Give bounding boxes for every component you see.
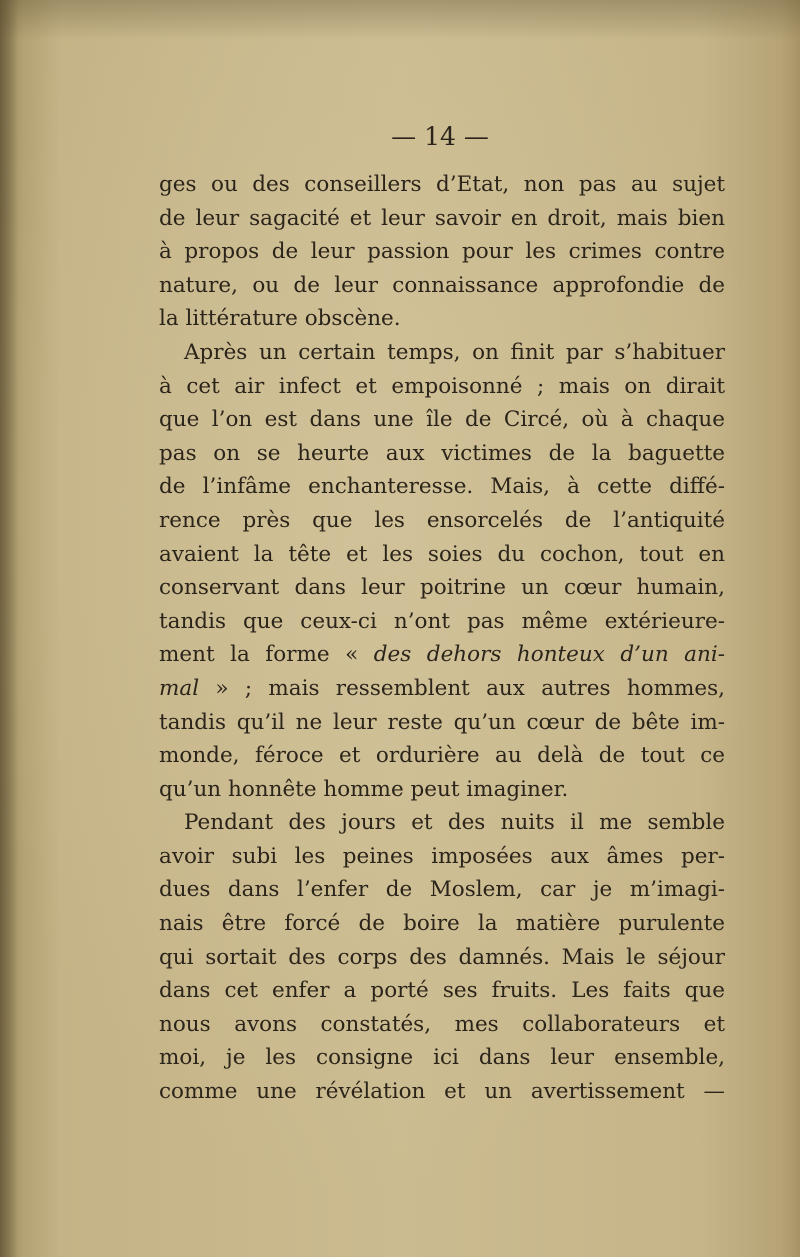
text-line: rence près que les ensorcelés de l’antiquité (159, 507, 725, 533)
text-line: conservant dans leur poitrine un cœur humain, (159, 575, 725, 601)
text-line: de leur sagacité et leur savoir en droit, mais bien (159, 205, 725, 231)
text-line: moi, je les consigne ici dans leur ensemble, (159, 1045, 725, 1071)
italic-quote: des dehors honteux d’un ani- (373, 642, 725, 668)
text-line (159, 672, 725, 706)
text-line: nous avons constatés, mes collaborateurs et (159, 1011, 725, 1037)
text-line: ges ou des conseillers d’Etat, non pas au sujet (159, 172, 725, 197)
body-text (159, 168, 725, 1109)
text-line: Après un certain temps, on finit par s’habituer (184, 339, 725, 365)
text-line: monde, féroce et ordurière au delà de tout ce (159, 743, 725, 769)
text-line: nature, ou de leur connaissance approfondie de (159, 272, 725, 298)
text-line: dues dans l’enfer de Moslem, car je m’imagi- (159, 877, 725, 903)
italic-quote: mal (159, 675, 200, 701)
text-line: comme une révélation et un avertissement — (159, 1079, 725, 1105)
page-number: — 14 — (391, 122, 489, 151)
text-line: que l’on est dans une île de Circé, où à chaque (159, 407, 725, 433)
text-line: dans cet enfer a porté ses fruits. Les faits que (159, 978, 725, 1004)
text-line: avoir subi les peines imposées aux âmes per- (159, 843, 725, 869)
text-line: tandis que ceux-ci n’ont pas même extérieure- (159, 608, 725, 634)
text-line: à cet air infect et empoisonné ; mais on dirait (159, 373, 725, 399)
text-line: à propos de leur passion pour les crimes contre (159, 239, 725, 265)
text-line: qu’un honnête homme peut imaginer. (159, 776, 569, 802)
text-segment: ment la forme « (159, 642, 374, 668)
text-line: pas on se heurte aux victimes de la baguette (159, 440, 725, 466)
text-line: nais être forcé de boire la matière purulente (159, 911, 725, 937)
text-line: tandis qu’il ne leur reste qu’un cœur de bête im- (159, 709, 725, 735)
text-segment: » ; mais ressemblent aux autres hommes, (199, 675, 725, 701)
text-line: qui sortait des corps des damnés. Mais le séjour (159, 944, 725, 970)
text-line: avaient la tête et les soies du cochon, tout en (159, 541, 725, 567)
text-line: la littérature obscène. (159, 306, 401, 332)
text-line: Pendant des jours et des nuits il me semble (184, 810, 725, 836)
text-line (159, 638, 725, 672)
text-line: de l’infâme enchanteresse. Mais, à cette diffé- (159, 474, 725, 500)
